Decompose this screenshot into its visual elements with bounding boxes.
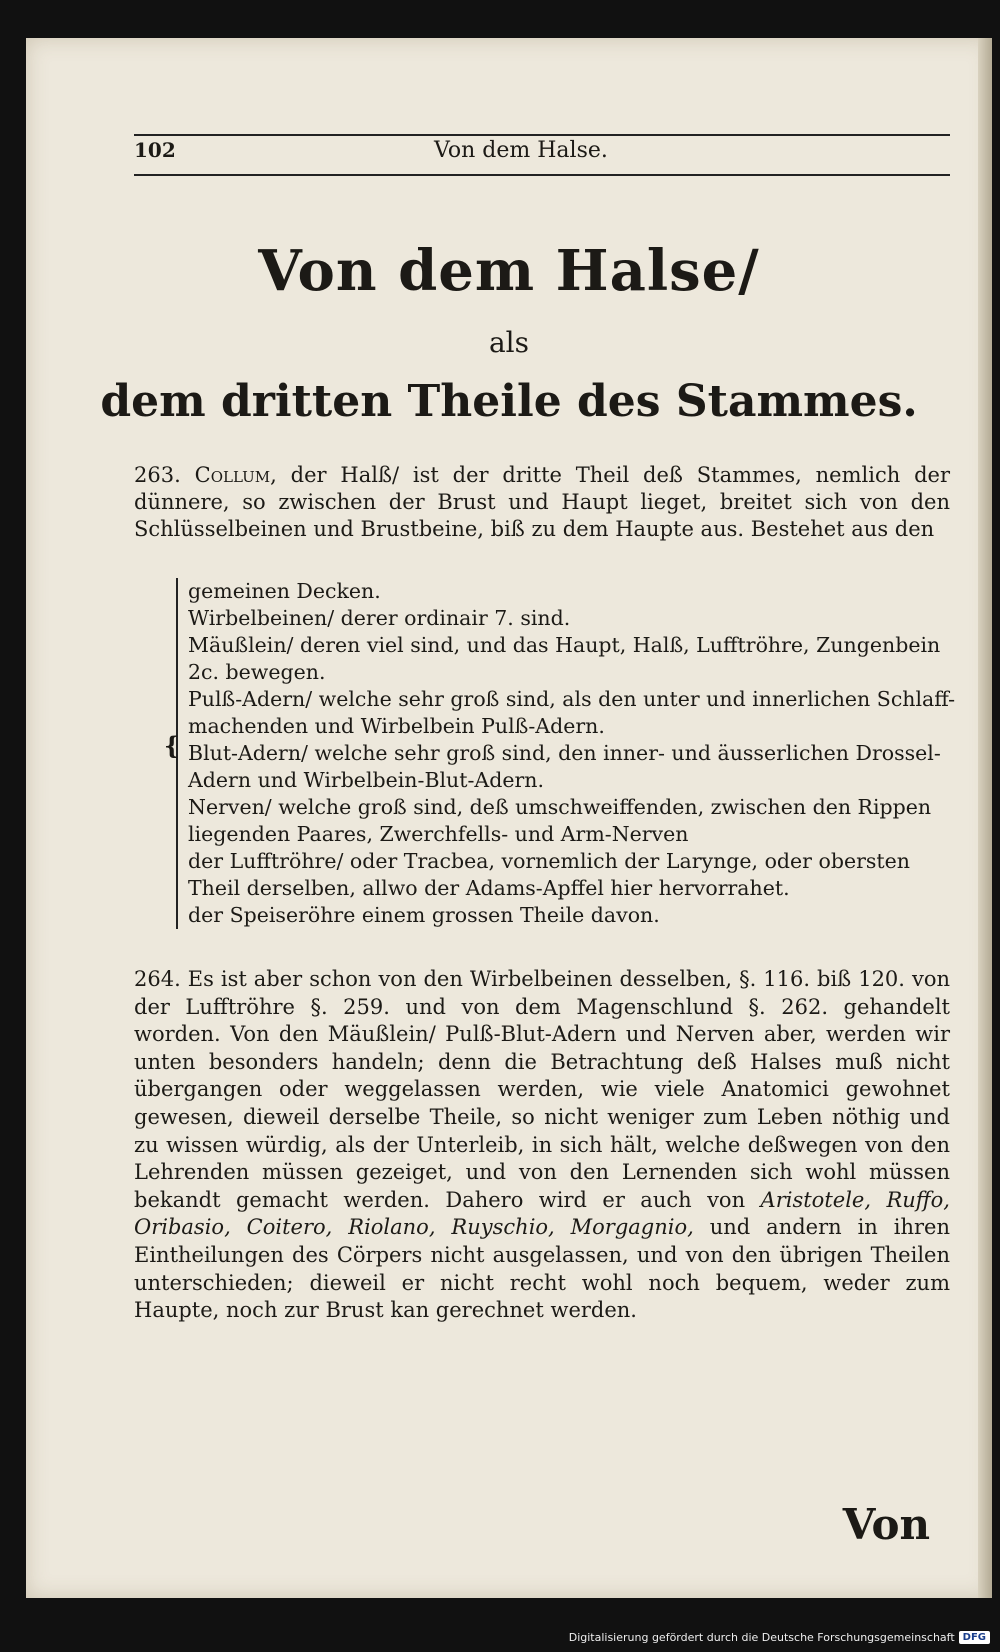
- paragraph-number: 263.: [134, 463, 181, 487]
- footer-text: Digitalisierung gefördert durch die Deutsche Forschungsgemeinschaft: [568, 1630, 955, 1644]
- paragraph-text-b: und andern in ihren Eintheilungen des Cörpers nicht ausgelassen, und von den übrigen Theilen unterschieden; dieweil er nicht recht wohl noch bequem, weder zum Haupte, noch zur Brust kan gerechnet werden.: [134, 1215, 950, 1323]
- list-item: Pulß-Adern/ welche sehr groß sind, als den unter und innerlichen Schlaff-machenden und Wirbelbein Pulß-Adern.: [188, 687, 956, 738]
- list-item: Nerven/ welche groß sind, deß umschweiffenden, zwischen den Rippen liegenden Paares, Zwerchfells- und Arm-Nerven: [188, 795, 932, 846]
- catchword: Von: [842, 1500, 930, 1549]
- list-item: gemeinen Decken.: [188, 579, 381, 603]
- paragraph-text: der Halß/ ist der dritte Theil deß Stammes, nemlich der dünnere, so zwischen der Brust und Haupt lieget, breitet sich von den Schlüsselbeinen und Brustbeine, biß zu dem Haupte aus. Bestehet aus den: [134, 463, 950, 541]
- header-rule-bottom: [134, 174, 950, 176]
- chapter-subtitle: dem dritten Theile des Stammes.: [100, 376, 918, 427]
- chapter-title: Von dem Halse/: [258, 238, 760, 304]
- author-names: Aristotele, Ruffo, Oribasio, Coitero, Riolano, Ruyschio, Morgagnio,: [134, 1187, 950, 1240]
- chapter-title-als: als: [488, 326, 530, 359]
- component-list: [164, 578, 968, 929]
- running-header: [134, 132, 950, 172]
- list-brace: {: [164, 731, 180, 760]
- list-item: Mäußlein/ deren viel sind, und das Haupt, Halß, Lufftröhre, Zungenbein 2c. bewegen.: [188, 633, 941, 684]
- header-rule-top: [134, 134, 950, 136]
- paragraph-number: 264.: [134, 967, 181, 991]
- paragraph-263: [134, 462, 950, 543]
- list-item: der Lufftröhre/ oder Tracbea, vornemlich der Larynge, oder obersten Theil derselben, allwo der Adams-Apffel hier hervorrahet.: [188, 849, 910, 900]
- list-item: Blut-Adern/ welche sehr groß sind, den inner- und äusserlichen Drossel-Adern und Wirbelbein-Blut-Adern.: [188, 741, 941, 792]
- digitization-footer: [569, 1626, 990, 1648]
- dfg-logo: DFG: [959, 1631, 990, 1644]
- running-title: Von dem Halse.: [434, 138, 608, 163]
- paragraph-264: [134, 966, 950, 1325]
- list-item: Wirbelbeinen/ derer ordinair 7. sind.: [188, 606, 571, 630]
- list-item: der Speiseröhre einem grossen Theile davon.: [188, 903, 660, 927]
- page-number: 102: [134, 138, 176, 162]
- paragraph-lead: Collum,: [194, 463, 277, 487]
- book-page: [26, 38, 992, 1598]
- paragraph-text-a: Es ist aber schon von den Wirbelbeinen desselben, §. 116. biß 120. von der Lufftröhre §. 259. und von dem Magenschlund §. 262. gehandelt worden. Von den Mäußlein/ Pulß-Blut-Adern und Nerven aber, werden wir unten besonders handeln; denn die Betrachtung deß Halses muß nicht übergangen oder weggelassen werden, wie viele Anatomici gewohnet gewesen, dieweil derselbe Theile, so nicht weniger zum Leben nöthig und zu wissen würdig, als der Unterleib, in sich hält, welche deßwegen von den Lehrenden müssen gezeiget, und von den Lernenden sich wohl müssen bekandt gemacht werden. Dahero wird er auch von: [134, 967, 950, 1212]
